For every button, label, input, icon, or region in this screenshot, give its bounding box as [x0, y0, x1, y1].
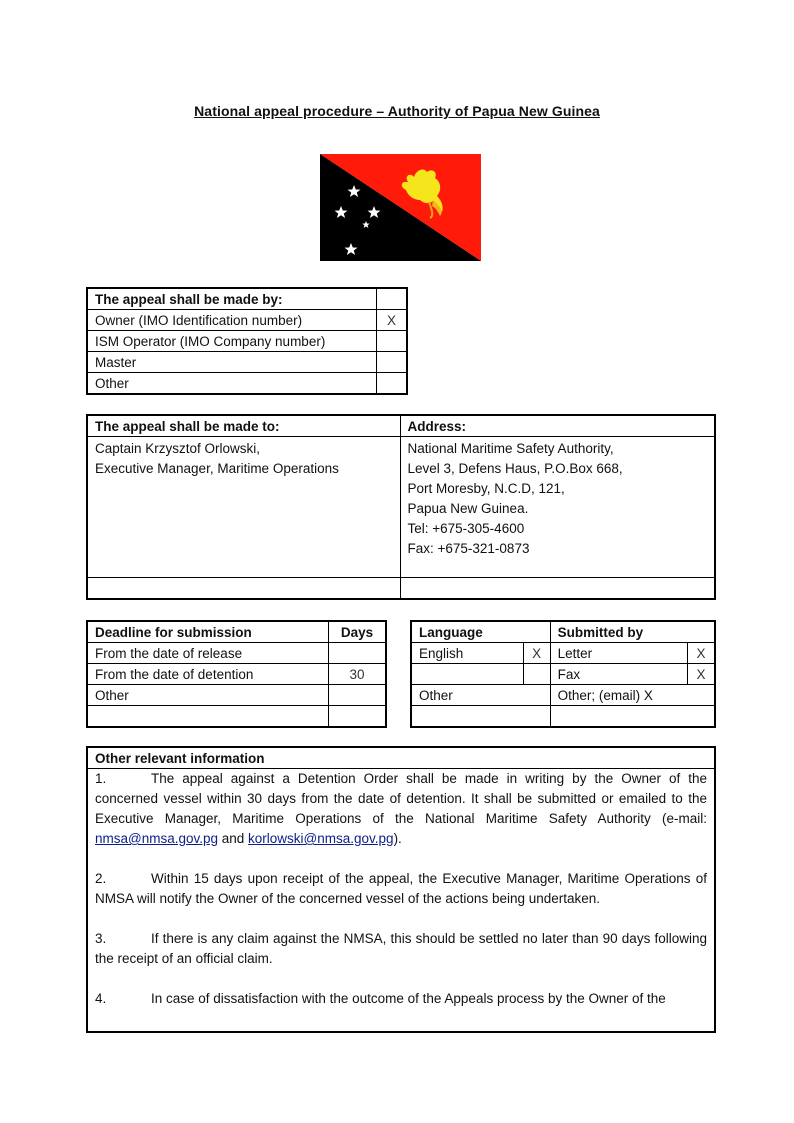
papua-new-guinea-flag: [320, 154, 481, 261]
telephone: Tel: +675-305-4600: [407, 521, 525, 536]
checkbox-mark: [377, 352, 407, 373]
info-item-2: 2. Within 15 days upon receipt of the appeal, the Executive Manager, Maritime Operations of NMSA will notify the Owner of the concerned vessel of the actions being undertaken.: [95, 871, 707, 906]
language-header: Language: [412, 622, 551, 643]
info-item-1: 1. The appeal against a Detention Order shall be made in writing by the Owner of the concerned vessel within 30 days from the date of detention. It shall be submitted or emailed to the Executive Manager, Maritime Operations of the National Maritime Safety Authority (e-mail: nmsa@nmsa.gov.pg and korlowski@nmsa.gov.pg).: [95, 771, 707, 846]
table-row: ISM Operator (IMO Company number): [88, 331, 407, 352]
email-link-korlowski[interactable]: korlowski@nmsa.gov.pg: [248, 831, 394, 846]
deadline-table: [87, 621, 386, 727]
table-row: Other Other; (email) X: [412, 685, 715, 706]
table-row: [88, 706, 386, 727]
table-row: Fax X: [412, 664, 715, 685]
other-info-header: Other relevant information: [88, 748, 715, 769]
other-info-body: [88, 769, 714, 1009]
address-header: Address:: [400, 416, 715, 437]
language-submission-table: [411, 621, 715, 727]
appeal-made-to-header: The appeal shall be made to:: [88, 416, 401, 437]
fax: Fax: +675-321-0873: [407, 541, 530, 556]
recipient: Captain Krzysztof Orlowski, Executive Manager, Maritime Operations: [88, 437, 401, 578]
table-row: From the date of release: [88, 643, 386, 664]
deadline-header: Deadline for submission: [88, 622, 329, 643]
table-row: From the date of detention 30: [88, 664, 386, 685]
table-row: [412, 706, 715, 727]
table-row: Master: [88, 352, 407, 373]
days-header: Days: [329, 622, 386, 643]
info-item-4: 4. In case of dissatisfaction with the outcome of the Appeals process by the Owner of the: [95, 991, 666, 1006]
days-value: 30: [329, 664, 386, 685]
checkbox-mark: X: [377, 310, 407, 331]
table-row: Other: [88, 373, 407, 394]
other-info-table: [87, 747, 715, 1032]
info-item-3: 3. If there is any claim against the NMSA, this should be settled no later than 90 days following the receipt of an official claim.: [95, 931, 707, 966]
email-link-nmsa[interactable]: nmsa@nmsa.gov.pg: [95, 831, 219, 846]
address: National Maritime Safety Authority, Level 3, Defens Haus, P.O.Box 668, Port Moresby, N.C.D, 121, Papua New Guinea. Tel: +675-305-4600 Fax: +675-321-0873: [400, 437, 715, 578]
table-row: Owner (IMO Identification number) X: [88, 310, 407, 331]
page-title: National appeal procedure – Authority of Papua New Guinea: [194, 103, 600, 119]
table-row: Other: [88, 685, 386, 706]
checkbox-mark: [377, 373, 407, 394]
table-row: English X Letter X: [412, 643, 715, 664]
appeal-made-to-table: [87, 415, 715, 599]
appeal-made-by-header: The appeal shall be made by:: [88, 289, 377, 310]
checkbox-mark: [377, 331, 407, 352]
submitted-by-header: Submitted by: [550, 622, 714, 643]
appeal-made-by-table: [87, 288, 407, 394]
